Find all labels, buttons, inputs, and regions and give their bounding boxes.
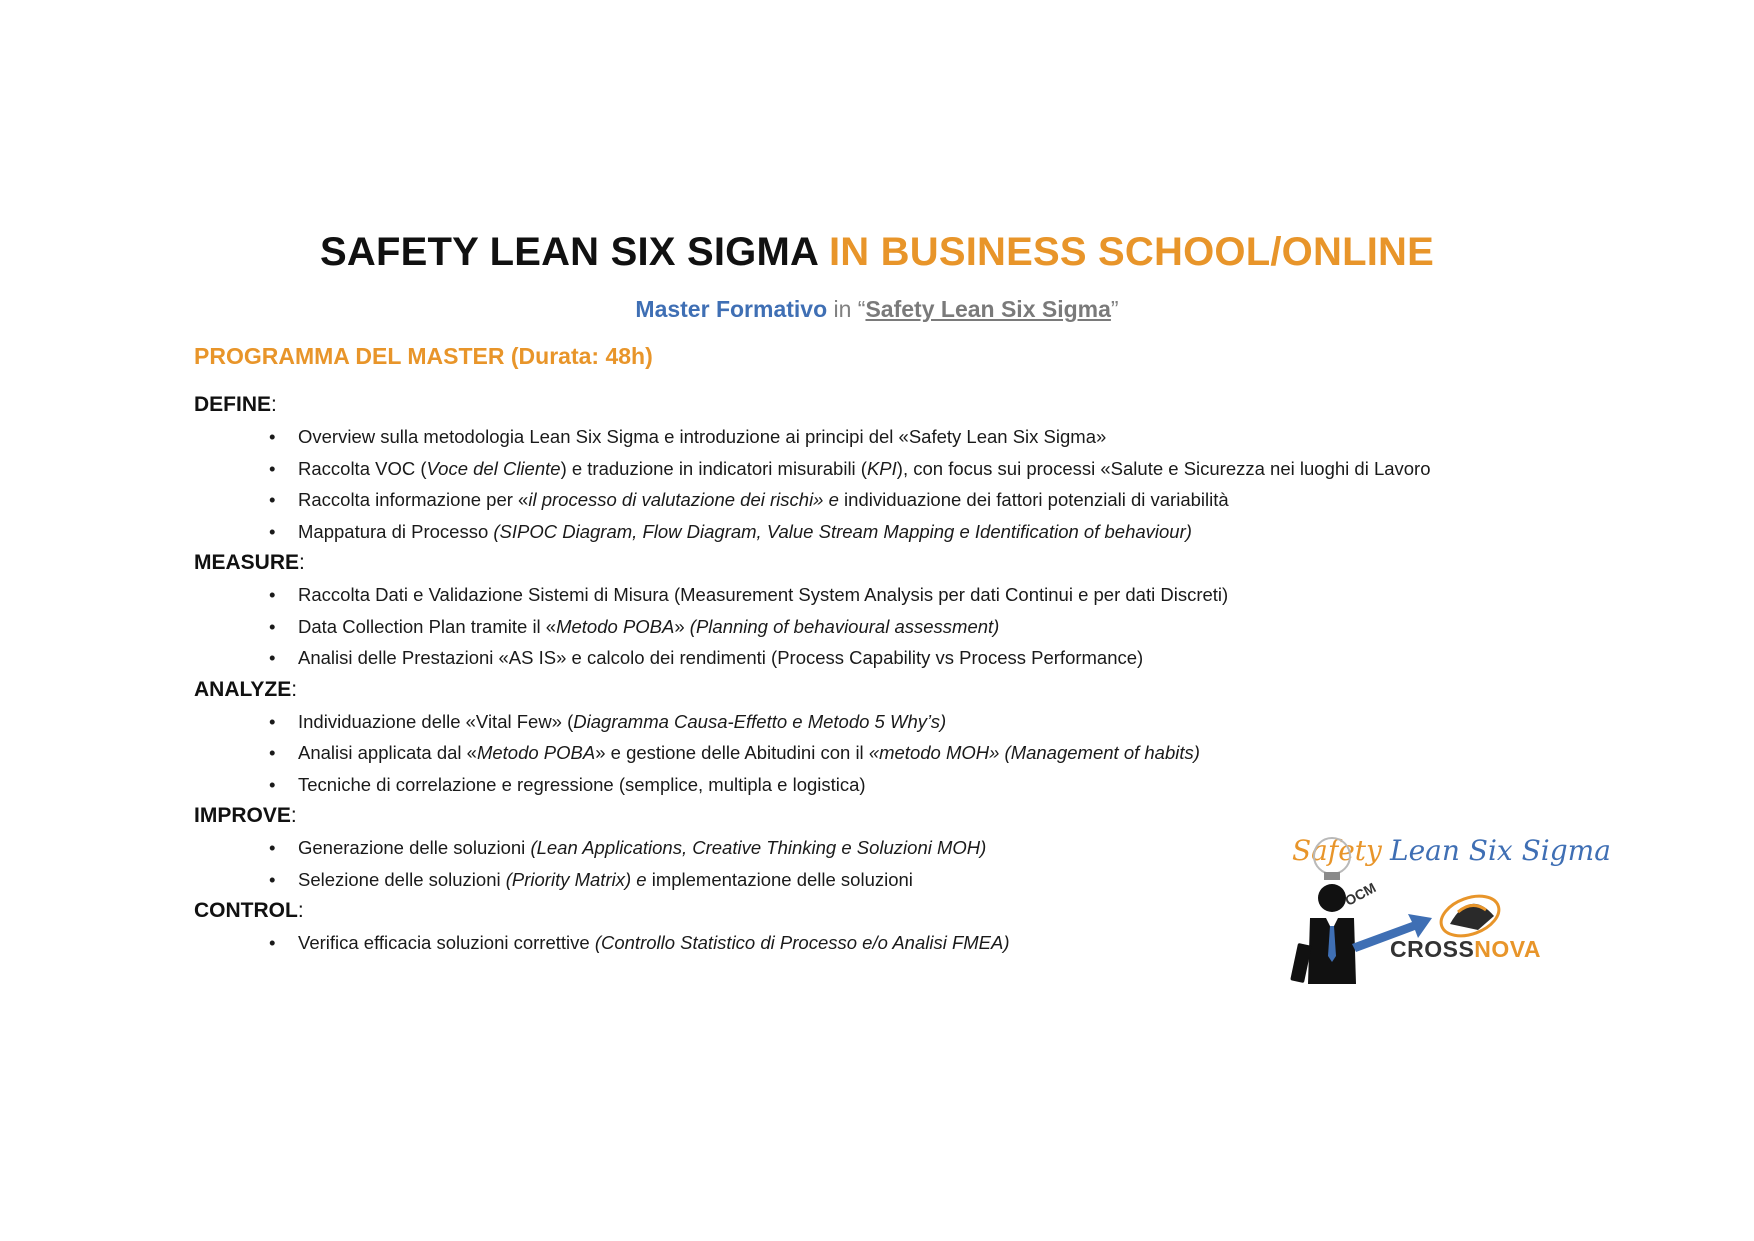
bullet-icon: •	[269, 457, 276, 479]
item-italic: il processo di valutazione dei rischi» e	[528, 489, 839, 510]
bullet-icon: •	[269, 710, 276, 732]
bullet-icon: •	[269, 932, 276, 953]
phase-measure-list	[194, 579, 1554, 674]
bullet-icon: •	[269, 615, 276, 637]
list-item	[194, 516, 1554, 548]
phase-analyze-list	[194, 706, 1554, 801]
item-text: Mappatura di Processo	[298, 520, 494, 542]
item-text: Data Collection Plan tramite il «	[298, 615, 557, 637]
bullet-icon: •	[269, 426, 276, 447]
item-text: Selezione delle soluzioni	[298, 868, 506, 890]
item-text: implementazione delle soluzioni	[646, 868, 913, 890]
item-text: Analisi delle Prestazioni «AS IS» e calcolo dei rendimenti (Process Capability vs Process Performance)	[298, 647, 1144, 668]
item-italic: «metodo MOH» (Management of habits)	[868, 742, 1200, 763]
item-text: Raccolta Dati e Validazione Sistemi di Misura (Measurement System Analysis per dati Continui e per dati Discreti)	[298, 584, 1229, 605]
item-text: Verifica efficacia soluzioni correttive	[298, 932, 595, 953]
bullet-icon: •	[269, 773, 276, 795]
list-item	[194, 611, 1554, 643]
logo-figure-icon	[1282, 826, 1592, 996]
list-item	[194, 453, 1554, 485]
list-item	[194, 706, 1554, 738]
subtitle-close-quote: ”	[1110, 296, 1119, 322]
item-italic: Voce del Cliente	[426, 457, 561, 479]
logo-script-safety: Safety	[1292, 834, 1382, 867]
item-text: »	[674, 615, 690, 637]
item-text: Generazione delle soluzioni	[298, 837, 531, 858]
bullet-icon: •	[269, 837, 276, 858]
item-italic: (Controllo Statistico di Processo e/o Analisi FMEA)	[594, 932, 1010, 953]
subtitle-course-name: Safety Lean Six Sigma	[865, 296, 1111, 322]
item-italic: (Planning of behavioural assessment)	[689, 615, 1000, 637]
logo-brand-nova: NOVA	[1474, 936, 1542, 962]
bullet-icon: •	[269, 868, 276, 890]
logo-brand-text	[1390, 936, 1541, 963]
list-item	[194, 484, 1554, 516]
document-subtitle	[0, 296, 1754, 323]
logo-brand-cross: CROSS	[1390, 936, 1475, 962]
item-text: Raccolta VOC (	[298, 457, 427, 479]
phase-measure: MEASURE:	[194, 551, 305, 574]
title-black-part: SAFETY LEAN SIX SIGMA	[320, 230, 818, 274]
phase-analyze: ANALYZE:	[194, 677, 298, 701]
program-heading: PROGRAMMA DEL MASTER (Durata: 48h)	[194, 343, 653, 369]
item-italic: (SIPOC Diagram, Flow Diagram, Value Stream Mapping e Identification of behaviour)	[493, 520, 1192, 542]
item-italic: KPI	[866, 457, 897, 479]
crossnova-logo	[1282, 826, 1611, 996]
bullet-icon: •	[269, 742, 276, 763]
phase-name: ANALYZE	[194, 677, 292, 701]
phase-name: IMPROVE	[194, 804, 291, 827]
item-italic: Diagramma Causa-Effetto e Metodo 5 Why’s)	[573, 710, 947, 732]
phase-name: MEASURE	[194, 551, 300, 574]
item-text: Individuazione delle «Vital Few» (	[298, 710, 574, 732]
phase-control: CONTROL:	[194, 899, 304, 922]
phase-name: CONTROL	[194, 899, 298, 922]
item-text: Overview sulla metodologia Lean Six Sigma e introduzione ai principi del «Safety Lean Six Sigma»	[298, 426, 1107, 447]
bullet-icon: •	[269, 584, 276, 605]
title-orange-part: IN BUSINESS SCHOOL/ONLINE	[828, 230, 1434, 274]
bullet-icon: •	[269, 647, 276, 668]
item-italic: (Priority Matrix) e	[505, 868, 647, 890]
phase-improve: IMPROVE:	[194, 804, 297, 827]
subtitle-master: Master Formativo	[635, 296, 828, 322]
item-text: » e gestione delle Abitudini con il	[595, 742, 869, 763]
phase-define-list	[194, 421, 1554, 547]
item-text: ), con focus sui processi «Salute e Sicurezza nei luoghi di Lavoro	[896, 457, 1431, 479]
list-item	[194, 642, 1554, 674]
item-text: Raccolta informazione per «	[298, 489, 529, 510]
item-text: individuazione dei fattori potenziali di variabilità	[838, 489, 1229, 510]
bullet-icon: •	[269, 520, 276, 542]
logo-script-lean: Lean Six Sigma	[1390, 834, 1611, 867]
logo-ocm-badge: OCM	[1342, 879, 1379, 909]
list-item	[194, 769, 1554, 801]
bullet-icon: •	[269, 489, 276, 510]
item-text: Analisi applicata dal «	[298, 742, 477, 763]
phase-define: DEFINE:	[194, 393, 277, 416]
item-text: ) e traduzione in indicatori misurabili (	[560, 457, 867, 479]
list-item	[194, 737, 1554, 769]
list-item	[194, 579, 1554, 611]
list-item	[194, 421, 1554, 453]
phase-name: DEFINE	[194, 393, 272, 416]
item-italic: Metodo POBA	[476, 742, 596, 763]
item-italic: (Lean Applications, Creative Thinking e Soluzioni MOH)	[530, 837, 987, 858]
document-title	[0, 230, 1754, 275]
subtitle-in: in “	[833, 296, 866, 322]
item-text: Tecniche di correlazione e regressione (semplice, multipla e logistica)	[298, 773, 866, 795]
item-italic: Metodo POBA	[556, 615, 675, 637]
